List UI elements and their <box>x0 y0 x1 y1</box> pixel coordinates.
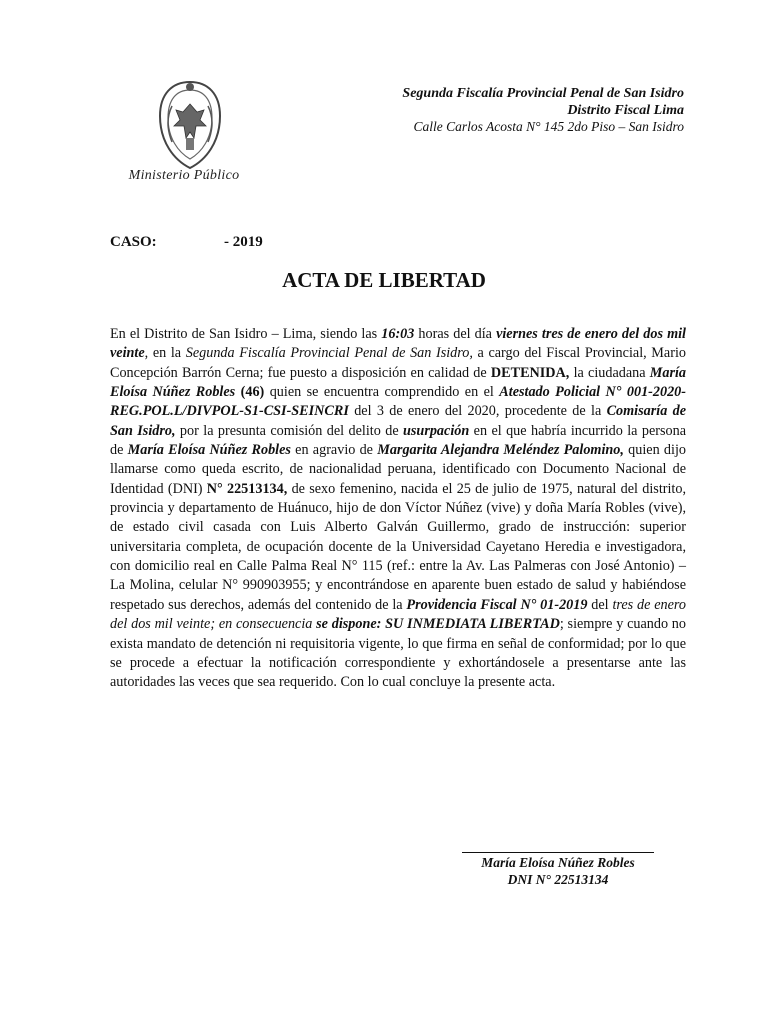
office-address: Calle Carlos Acosta N° 145 2do Piso – San Isidro <box>413 119 684 134</box>
body-offense: usurpación <box>403 422 470 439</box>
body-text-segment: quien dijo llamarse como queda escrito, de nacionalidad peruana, identificado con Documento Nacional de Identidad (DNI) <box>110 442 686 497</box>
body-text-segment: ; siempre y cuando no exista mandato de detención ni requisitoria vigente, lo que firma en señal de conformidad; por lo que se procede a efectuar la notificación correspondiente y exhortándosele a presentarse ante las autoridades las veces que sea requerido. Con lo cual concluye la presente acta. <box>110 616 686 691</box>
body-person-name: María Eloísa Núñez Robles <box>127 442 291 459</box>
body-resolution: se dispone: SU INMEDIATA LIBERTAD <box>316 616 560 633</box>
body-text-segment: horas del día <box>414 326 497 342</box>
body-text-segment: en agravio de <box>290 442 378 459</box>
seal-caption: Ministerio Público <box>128 168 240 183</box>
body-date: viernes tres de enero del dos mil veinte <box>110 326 687 362</box>
body-text-segment: en el que habría incurrido la persona de <box>110 422 686 459</box>
act-body <box>110 325 686 693</box>
case-number: - 2019 <box>224 234 263 250</box>
body-police-report: Atestado Policial N° 001-2020-REG.POL.L/DIVPOL-S1-CSI-SEINCRI <box>110 384 686 420</box>
body-providencia-date: tres de enero del dos mil veinte; en consecuencia <box>110 596 686 633</box>
body-office: Segunda Fiscalía Provincial Penal de San Isidro, <box>185 345 473 362</box>
body-dni: N° 22513134, <box>206 480 288 497</box>
signature-line <box>462 852 654 853</box>
office-name: Segunda Fiscalía Provincial Penal de San Isidro <box>402 86 684 101</box>
body-victim-name: Margarita Alejandra Meléndez Palomino, <box>377 442 624 459</box>
body-status: DETENIDA, <box>490 364 570 381</box>
document-title: ACTA DE LIBERTAD <box>282 268 486 292</box>
body-person-name: María Eloísa Núñez Robles <box>110 364 686 401</box>
body-text-segment: del <box>587 596 613 613</box>
signature-dni: DNI N° 22513134 <box>507 872 609 887</box>
body-police-station: Comisaría de San Isidro, <box>110 403 686 439</box>
body-time: 16:03 <box>381 326 415 342</box>
body-text-segment: del 3 de enero del 2020, procedente de la <box>348 403 607 420</box>
case-label: CASO: <box>110 234 157 250</box>
body-age: (46) <box>235 384 265 401</box>
body-text-segment: por la presunta comisión del delito de <box>175 422 404 439</box>
fiscal-district: Distrito Fiscal Lima <box>567 103 684 118</box>
body-text-segment: de sexo femenino, nacida el 25 de julio de 1975, natural del distrito, provincia y departamento de Huánuco, hijo de don Víctor Núñez (vive) y doña María Robles (vive), de estado civil casada con Luis Alberto Galván Guillermo, grado de instrucción: superior universitaria completa, de ocupación docente de la Universidad Cayetano Heredia e investigadora, con domicilio real en Calle Palma Real N° 115 (ref.: entre la Av. Las Palmeras con José Antonio) – La Molina, celular N° 990903955; y encontrándose en aparente buen estado de salud y habiéndose respetado sus derechos, además del contenido de la <box>110 480 687 613</box>
body-text-segment: quien se encuentra comprendido en el <box>264 384 500 401</box>
body-text-segment: a cargo del Fiscal Provincial, Mario Concepción Barrón Cerna; fue puesto a disposición en calidad de <box>110 345 686 381</box>
body-text-segment: En el Distrito de San Isidro – Lima, siendo las <box>110 326 382 342</box>
ministerio-publico-seal <box>150 76 230 176</box>
body-providencia: Providencia Fiscal N° 01-2019 <box>406 596 588 613</box>
body-text-segment: , en la <box>144 345 186 362</box>
body-text-segment: la ciudadana <box>569 364 650 381</box>
signature-name: María Eloísa Núñez Robles <box>481 855 635 870</box>
